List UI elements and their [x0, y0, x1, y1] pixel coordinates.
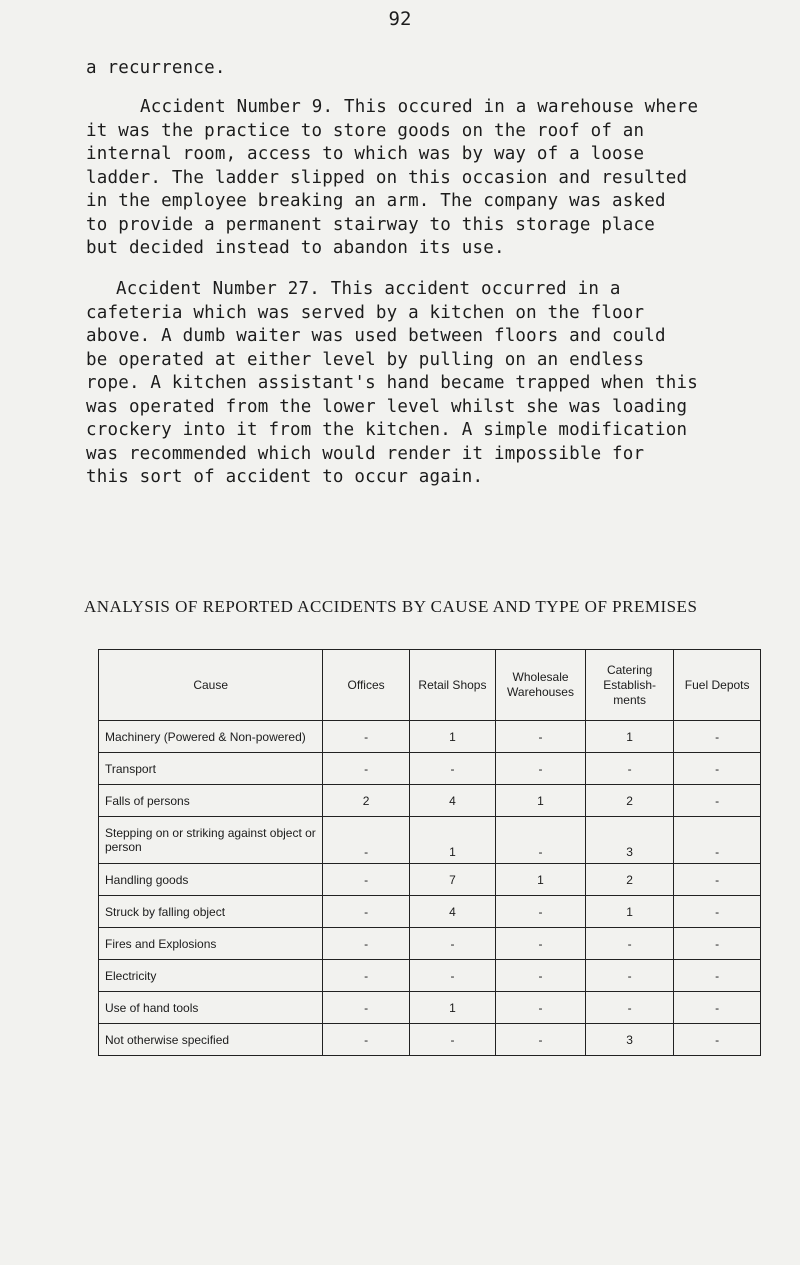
value-cell: -: [409, 753, 495, 785]
text-line: but decided instead to abandon its use.: [86, 238, 505, 258]
cause-cell: Electricity: [99, 960, 323, 992]
paragraph-accident-27: [86, 278, 771, 490]
value-cell: -: [496, 928, 586, 960]
column-header: Retail Shops: [409, 650, 495, 721]
text-line: this sort of accident to occur again.: [86, 467, 484, 487]
value-cell: 1: [496, 864, 586, 896]
text-line: was recommended which would render it impossible for: [86, 443, 645, 464]
value-cell: 4: [409, 785, 495, 817]
value-cell: -: [674, 753, 761, 785]
text-line: to provide a permanent stairway to this storage place: [86, 214, 656, 235]
cause-cell: Use of hand tools: [99, 992, 323, 1024]
table-row: [99, 928, 761, 960]
text-line: be operated at either level by pulling on an endless: [86, 349, 645, 370]
value-cell: 1: [409, 721, 495, 753]
value-cell: -: [585, 753, 673, 785]
table-row: [99, 721, 761, 753]
text-line: Accident Number 9. This occured in a warehouse where: [140, 97, 699, 117]
text-line: cafeteria which was served by a kitchen on the floor: [86, 302, 645, 323]
text-line: was operated from the lower level whilst she was loading: [86, 396, 688, 417]
value-cell: -: [323, 864, 410, 896]
value-cell: -: [323, 721, 410, 753]
column-header: Catering Establish-ments: [585, 650, 673, 721]
value-cell: -: [674, 721, 761, 753]
value-cell: -: [674, 896, 761, 928]
cause-cell: Falls of persons: [99, 785, 323, 817]
value-cell: -: [496, 896, 586, 928]
value-cell: 7: [409, 864, 495, 896]
paragraph-continuation: [86, 57, 771, 81]
value-cell: -: [674, 785, 761, 817]
value-cell: -: [409, 960, 495, 992]
value-cell: -: [674, 864, 761, 896]
page-number: 92: [388, 8, 412, 30]
column-header: Offices: [323, 650, 410, 721]
value-cell: 4: [409, 896, 495, 928]
table-header-row: [99, 650, 761, 721]
value-cell: 3: [585, 817, 673, 864]
column-header: Fuel Depots: [674, 650, 761, 721]
text-line: it was the practice to store goods on the roof of an: [86, 120, 645, 141]
value-cell: -: [323, 928, 410, 960]
value-cell: -: [585, 992, 673, 1024]
text-line: crockery into it from the kitchen. A simple modification: [86, 420, 688, 440]
value-cell: -: [323, 896, 410, 928]
text-line: a recurrence.: [86, 58, 226, 78]
table-row: [99, 864, 761, 896]
cause-cell: Struck by falling object: [99, 896, 323, 928]
value-cell: -: [496, 960, 586, 992]
cause-cell: Handling goods: [99, 864, 323, 896]
value-cell: -: [323, 960, 410, 992]
table-row: [99, 896, 761, 928]
text-line: in the employee breaking an arm. The company was asked: [86, 191, 666, 211]
text-line: above. A dumb waiter was used between floors and could: [86, 326, 666, 346]
value-cell: 1: [409, 992, 495, 1024]
value-cell: -: [496, 992, 586, 1024]
value-cell: 3: [585, 1024, 673, 1056]
value-cell: -: [496, 721, 586, 753]
value-cell: 1: [585, 896, 673, 928]
table-row: [99, 753, 761, 785]
text-line: Accident Number 27. This accident occurred in a: [116, 279, 621, 299]
value-cell: 1: [496, 785, 586, 817]
value-cell: -: [674, 928, 761, 960]
value-cell: -: [585, 960, 673, 992]
value-cell: -: [585, 928, 673, 960]
value-cell: 1: [585, 721, 673, 753]
table-row: [99, 1024, 761, 1056]
column-header: Wholesale Warehouses: [496, 650, 586, 721]
table-row: [99, 785, 761, 817]
value-cell: 2: [323, 785, 410, 817]
value-cell: -: [674, 960, 761, 992]
table-heading: ANALYSIS OF REPORTED ACCIDENTS BY CAUSE AND TYPE OF PREMISES: [84, 597, 698, 616]
paragraph-accident-9: [86, 96, 771, 261]
table-row: [99, 960, 761, 992]
cause-cell: Not otherwise specified: [99, 1024, 323, 1056]
value-cell: 2: [585, 864, 673, 896]
value-cell: -: [496, 753, 586, 785]
value-cell: -: [323, 753, 410, 785]
text-line: ladder. The ladder slipped on this occasion and resulted: [86, 167, 688, 188]
value-cell: -: [674, 1024, 761, 1056]
value-cell: -: [323, 817, 410, 864]
value-cell: -: [674, 992, 761, 1024]
value-cell: -: [409, 1024, 495, 1056]
value-cell: -: [323, 1024, 410, 1056]
column-header: Cause: [99, 650, 323, 721]
cause-cell: Machinery (Powered & Non-powered): [99, 721, 323, 753]
text-line: rope. A kitchen assistant's hand became trapped when this: [86, 373, 698, 393]
value-cell: 1: [409, 817, 495, 864]
table-row: [99, 817, 761, 864]
accidents-table: [98, 649, 761, 1056]
value-cell: -: [496, 1024, 586, 1056]
value-cell: -: [496, 817, 586, 864]
cause-cell: Stepping on or striking against object or person: [99, 817, 323, 864]
value-cell: 2: [585, 785, 673, 817]
value-cell: -: [674, 817, 761, 864]
value-cell: -: [409, 928, 495, 960]
cause-cell: Transport: [99, 753, 323, 785]
table-row: [99, 992, 761, 1024]
text-line: internal room, access to which was by way of a loose: [86, 144, 645, 164]
value-cell: -: [323, 992, 410, 1024]
cause-cell: Fires and Explosions: [99, 928, 323, 960]
